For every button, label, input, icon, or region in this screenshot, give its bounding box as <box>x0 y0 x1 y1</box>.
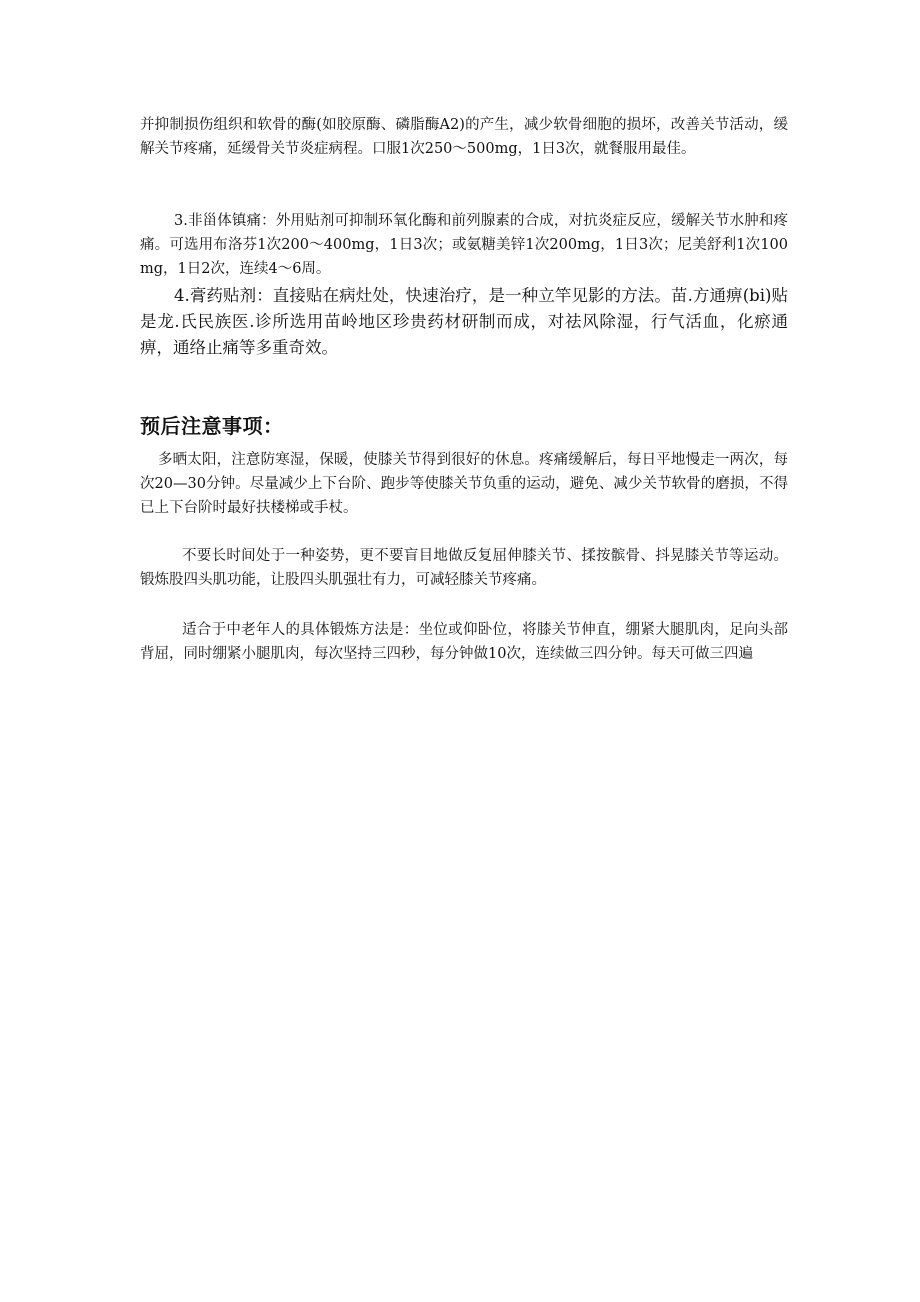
paragraph-exercise-method: 适合于中老年人的具体锻炼方法是：坐位或仰卧位，将膝关节伸直，绷紧大腿肌肉，足向头部背屈，同时绷紧小腿肌肉，每次坚持三四秒，每分钟做10次，连续做三四分钟。每天可做三四遍 <box>140 622 788 662</box>
section-heading-prognosis: 预后注意事项： <box>140 414 284 438</box>
paragraph-plaster-patch: 4.膏药贴剂：直接贴在病灶处，快速治疗，是一种立竿见影的方法。苗.方通痹(bi)贴是龙.氏民族医.诊所选用苗岭地区珍贵药材研制而成，对祛风除湿，行气活血，化瘀通痹，通络止痛等多重奇效。 <box>140 286 788 357</box>
paragraph-avoid-posture: 不要长时间处于一种姿势，更不要盲目地做反复屈伸膝关节、揉按髌骨、抖晃膝关节等运动。锻炼股四头肌功能，让股四头肌强壮有力，可减轻膝关节疼痛。 <box>140 548 788 588</box>
paragraph-sunlight-rest: 多晒太阳，注意防寒湿，保暖，使膝关节得到很好的休息。疼痛缓解后，每日平地慢走一两次，每次20—30分钟。尽量减少上下台阶、跑步等使膝关节负重的运动，避免、减少关节软骨的磨损，不得已上下台阶时最好扶楼梯或手杖。 <box>140 452 788 516</box>
paragraph-nsaid-analgesic: 3.非甾体镇痛：外用贴剂可抑制环氧化酶和前列腺素的合成，对抗炎症反应，缓解关节水肿和疼痛。可选用布洛芬1次200～400mg，1日3次；或氨糖美锌1次200mg，1日3次；尼美舒利1次100mg，1日2次，连续4～6周。 <box>140 213 788 277</box>
paragraph-chondroprotection: 并抑制损伤组织和软骨的酶(如胶原酶、磷脂酶A2)的产生，减少软骨细胞的损坏，改善关节活动，缓解关节疼痛，延缓骨关节炎症病程。口服1次250～500mg，1日3次，就餐服用最佳。 <box>140 117 788 157</box>
